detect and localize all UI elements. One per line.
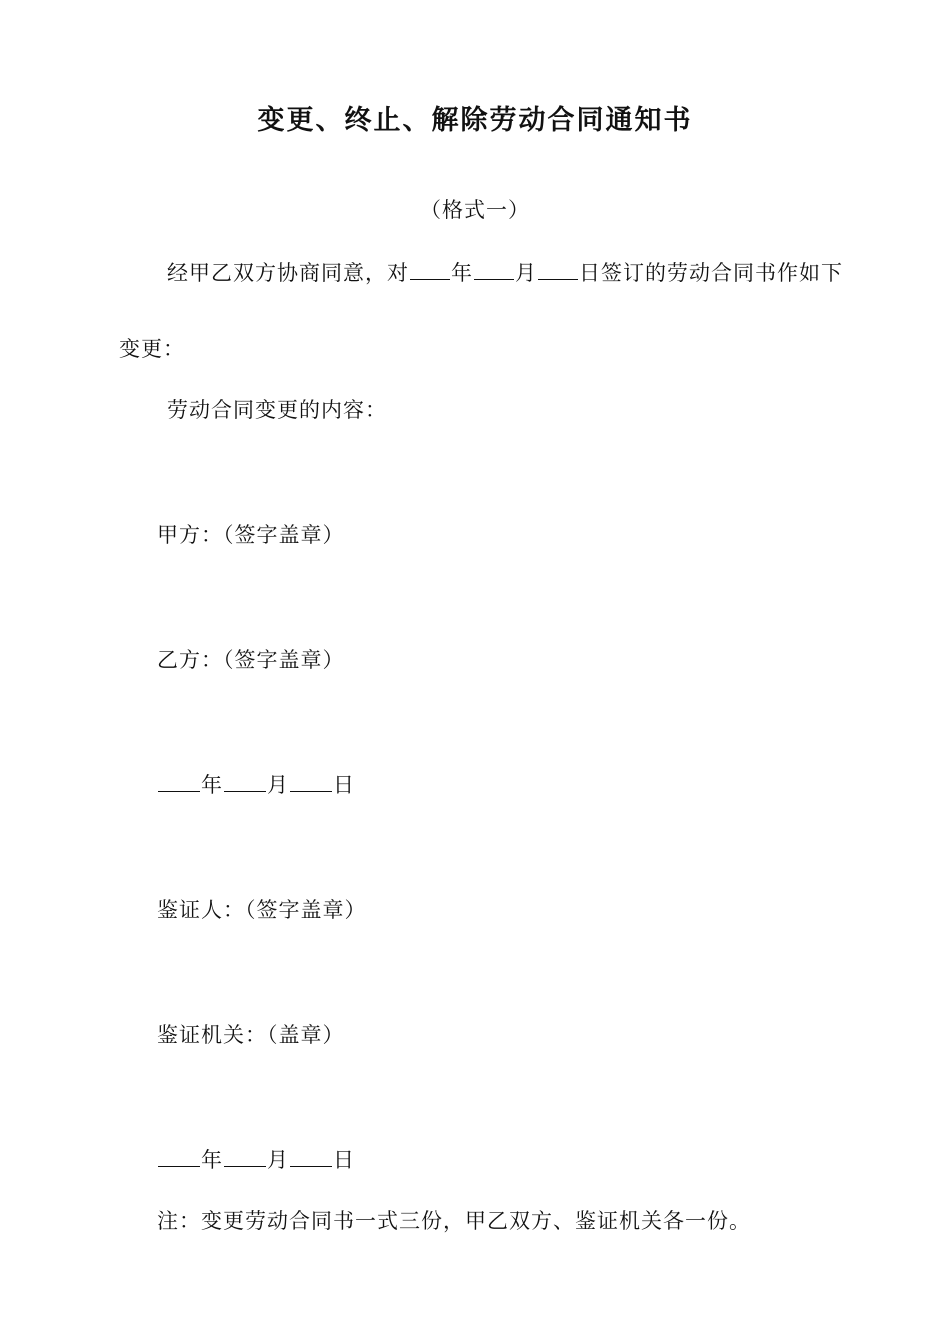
month-blank bbox=[224, 1146, 266, 1167]
year-blank bbox=[158, 771, 200, 792]
footnote: 注：变更劳动合同书一式三份，甲乙双方、鉴证机关各一份。 bbox=[157, 1209, 751, 1233]
intro-continuation: 变更： bbox=[119, 337, 185, 361]
year-label: 年 bbox=[201, 773, 223, 797]
document-subtitle: （格式一） bbox=[420, 198, 530, 222]
date-line-1 bbox=[157, 771, 355, 799]
month-blank bbox=[224, 771, 266, 792]
month-label: 月 bbox=[267, 1148, 289, 1172]
witness-org-seal: 鉴证机关：（盖章） bbox=[157, 1023, 345, 1047]
day-blank bbox=[290, 1146, 332, 1167]
party-b-signature: 乙方：（签字盖章） bbox=[157, 648, 345, 672]
party-a-signature: 甲方：（签字盖章） bbox=[157, 523, 345, 547]
intro-paragraph bbox=[167, 259, 843, 287]
month-blank bbox=[474, 259, 514, 280]
month-label: 月 bbox=[267, 773, 289, 797]
intro-text-rest: 日签订的劳动合同书作如下 bbox=[579, 261, 843, 285]
year-blank bbox=[410, 259, 450, 280]
witness-signature: 鉴证人：（签字盖章） bbox=[157, 898, 367, 922]
date-line-2 bbox=[157, 1146, 355, 1174]
year-label: 年 bbox=[201, 1148, 223, 1172]
document-title: 变更、终止、解除劳动合同通知书 bbox=[257, 105, 693, 136]
day-blank bbox=[290, 771, 332, 792]
day-label: 日 bbox=[333, 1148, 355, 1172]
day-blank bbox=[538, 259, 578, 280]
month-label: 月 bbox=[515, 261, 537, 285]
intro-text: 经甲乙双方协商同意，对 bbox=[167, 261, 409, 285]
day-label: 日 bbox=[333, 773, 355, 797]
year-blank bbox=[158, 1146, 200, 1167]
year-label: 年 bbox=[451, 261, 473, 285]
content-label: 劳动合同变更的内容： bbox=[167, 398, 387, 422]
